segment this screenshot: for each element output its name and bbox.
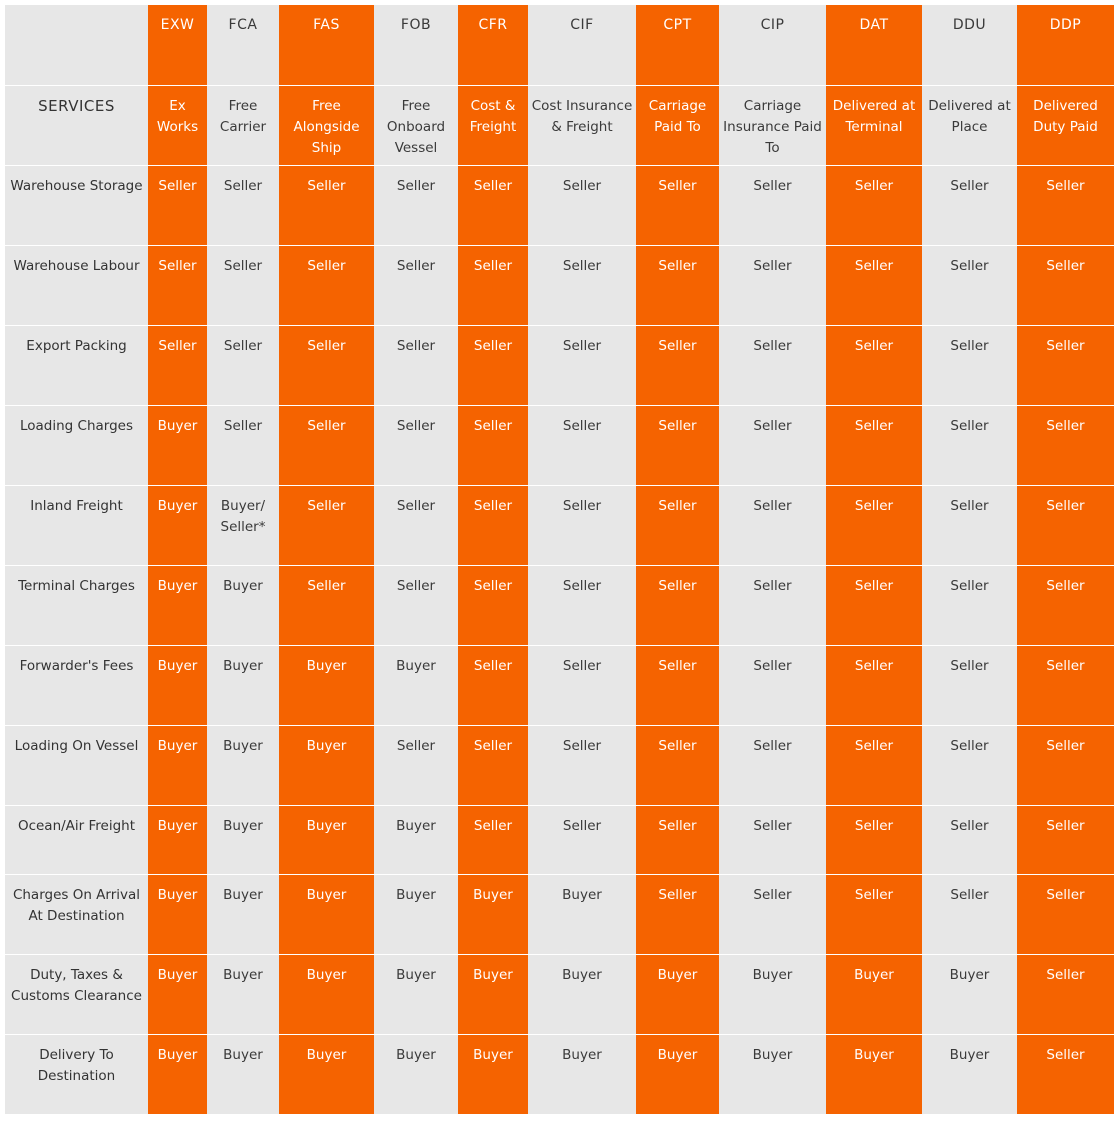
responsibility-cell-fas: Seller — [279, 165, 374, 245]
term-code-fas: FAS — [279, 5, 374, 85]
term-name-dat: Delivered at Terminal — [826, 85, 922, 165]
responsibility-cell-cpt: Seller — [636, 405, 719, 485]
responsibility-cell-dat: Seller — [826, 405, 922, 485]
responsibility-cell-dat: Seller — [826, 565, 922, 645]
table-row — [5, 805, 1114, 874]
table-row — [5, 954, 1114, 1034]
responsibility-cell-ddp: Seller — [1017, 165, 1114, 245]
responsibility-cell-dat: Buyer — [826, 1034, 922, 1114]
responsibility-cell-cip: Buyer — [719, 1034, 826, 1114]
responsibility-cell-dat: Seller — [826, 805, 922, 874]
responsibility-cell-fca: Buyer — [207, 805, 279, 874]
responsibility-cell-exw: Buyer — [148, 1034, 207, 1114]
responsibility-cell-ddp: Seller — [1017, 325, 1114, 405]
responsibility-cell-dat: Seller — [826, 485, 922, 565]
responsibility-cell-fas: Seller — [279, 245, 374, 325]
responsibility-cell-dat: Seller — [826, 245, 922, 325]
responsibility-cell-cfr: Seller — [458, 165, 528, 245]
responsibility-cell-ddu: Seller — [922, 805, 1017, 874]
service-label-warehouse-labour: Warehouse Labour — [5, 245, 148, 325]
responsibility-cell-fca: Seller — [207, 325, 279, 405]
responsibility-cell-fca: Seller — [207, 165, 279, 245]
responsibility-cell-cip: Seller — [719, 645, 826, 725]
responsibility-cell-cip: Seller — [719, 485, 826, 565]
responsibility-cell-fas: Seller — [279, 485, 374, 565]
responsibility-cell-cfr: Seller — [458, 805, 528, 874]
responsibility-cell-exw: Seller — [148, 245, 207, 325]
responsibility-cell-cif: Seller — [528, 725, 636, 805]
responsibility-cell-fas: Buyer — [279, 725, 374, 805]
table-row — [5, 565, 1114, 645]
responsibility-cell-exw: Buyer — [148, 565, 207, 645]
term-name-fob: Free Onboard Vessel — [374, 85, 458, 165]
responsibility-cell-ddp: Seller — [1017, 1034, 1114, 1114]
service-label-inland-freight: Inland Freight — [5, 485, 148, 565]
responsibility-cell-ddu: Seller — [922, 725, 1017, 805]
responsibility-cell-cpt: Seller — [636, 485, 719, 565]
service-label-loading-on-vessel: Loading On Vessel — [5, 725, 148, 805]
responsibility-cell-fca: Buyer — [207, 645, 279, 725]
term-name-cif: Cost Insurance & Freight — [528, 85, 636, 165]
responsibility-cell-exw: Buyer — [148, 725, 207, 805]
responsibility-cell-exw: Buyer — [148, 954, 207, 1034]
responsibility-cell-fob: Seller — [374, 725, 458, 805]
term-code-fca: FCA — [207, 5, 279, 85]
responsibility-cell-cpt: Seller — [636, 165, 719, 245]
corner-cell — [5, 5, 148, 85]
table-row — [5, 645, 1114, 725]
responsibility-cell-ddu: Seller — [922, 565, 1017, 645]
responsibility-cell-exw: Buyer — [148, 485, 207, 565]
responsibility-cell-cip: Seller — [719, 805, 826, 874]
responsibility-cell-cip: Seller — [719, 325, 826, 405]
responsibility-cell-fas: Seller — [279, 405, 374, 485]
responsibility-cell-fob: Buyer — [374, 1034, 458, 1114]
responsibility-cell-cpt: Seller — [636, 325, 719, 405]
responsibility-cell-ddp: Seller — [1017, 485, 1114, 565]
responsibility-cell-fob: Buyer — [374, 805, 458, 874]
term-code-ddp: DDP — [1017, 5, 1114, 85]
responsibility-cell-ddp: Seller — [1017, 954, 1114, 1034]
responsibility-cell-fas: Seller — [279, 565, 374, 645]
responsibility-cell-cif: Buyer — [528, 1034, 636, 1114]
responsibility-cell-fca: Buyer — [207, 725, 279, 805]
service-label-terminal-charges: Terminal Charges — [5, 565, 148, 645]
responsibility-cell-cfr: Seller — [458, 405, 528, 485]
responsibility-cell-exw: Buyer — [148, 645, 207, 725]
service-label-delivery-to-destination: Delivery To Destination — [5, 1034, 148, 1114]
responsibility-cell-ddu: Seller — [922, 325, 1017, 405]
services-heading: SERVICES — [5, 85, 148, 165]
responsibility-cell-cpt: Seller — [636, 245, 719, 325]
term-name-cip: Carriage Insurance Paid To — [719, 85, 826, 165]
term-name-fas: Free Alongside Ship — [279, 85, 374, 165]
responsibility-cell-fas: Seller — [279, 325, 374, 405]
responsibility-cell-cip: Seller — [719, 165, 826, 245]
service-label-forwarder-s-fees: Forwarder's Fees — [5, 645, 148, 725]
responsibility-cell-fob: Buyer — [374, 954, 458, 1034]
incoterms-table-wrapper — [5, 5, 1114, 1114]
responsibility-cell-dat: Buyer — [826, 954, 922, 1034]
service-label-loading-charges: Loading Charges — [5, 405, 148, 485]
responsibility-cell-exw: Seller — [148, 325, 207, 405]
responsibility-cell-exw: Seller — [148, 165, 207, 245]
responsibility-cell-cip: Seller — [719, 405, 826, 485]
responsibility-cell-cif: Seller — [528, 245, 636, 325]
responsibility-cell-dat: Seller — [826, 325, 922, 405]
responsibility-cell-ddu: Buyer — [922, 1034, 1017, 1114]
table-row — [5, 1034, 1114, 1114]
term-code-fob: FOB — [374, 5, 458, 85]
term-name-cpt: Carriage Paid To — [636, 85, 719, 165]
table-row — [5, 874, 1114, 954]
term-code-exw: EXW — [148, 5, 207, 85]
term-name-ddp: Delivered Duty Paid — [1017, 85, 1114, 165]
responsibility-cell-cif: Buyer — [528, 874, 636, 954]
responsibility-cell-cif: Seller — [528, 325, 636, 405]
responsibility-cell-fob: Buyer — [374, 645, 458, 725]
responsibility-cell-ddu: Seller — [922, 645, 1017, 725]
term-name-row — [5, 85, 1114, 165]
responsibility-cell-fas: Buyer — [279, 1034, 374, 1114]
responsibility-cell-dat: Seller — [826, 725, 922, 805]
responsibility-cell-exw: Buyer — [148, 405, 207, 485]
term-code-row — [5, 5, 1114, 85]
table-row — [5, 485, 1114, 565]
responsibility-cell-fca: Buyer — [207, 954, 279, 1034]
responsibility-cell-fas: Buyer — [279, 805, 374, 874]
responsibility-cell-cif: Seller — [528, 485, 636, 565]
responsibility-cell-fob: Seller — [374, 325, 458, 405]
responsibility-cell-cif: Seller — [528, 405, 636, 485]
responsibility-cell-cip: Buyer — [719, 954, 826, 1034]
responsibility-cell-cfr: Buyer — [458, 1034, 528, 1114]
term-code-cpt: CPT — [636, 5, 719, 85]
responsibility-cell-fob: Seller — [374, 565, 458, 645]
responsibility-cell-cip: Seller — [719, 725, 826, 805]
responsibility-cell-cpt: Seller — [636, 874, 719, 954]
responsibility-cell-cip: Seller — [719, 245, 826, 325]
responsibility-cell-ddu: Seller — [922, 485, 1017, 565]
incoterms-table — [5, 5, 1114, 1114]
responsibility-cell-exw: Buyer — [148, 874, 207, 954]
responsibility-cell-ddp: Seller — [1017, 725, 1114, 805]
responsibility-cell-cip: Seller — [719, 565, 826, 645]
responsibility-cell-ddu: Seller — [922, 245, 1017, 325]
responsibility-cell-ddp: Seller — [1017, 805, 1114, 874]
term-code-cfr: CFR — [458, 5, 528, 85]
term-name-cfr: Cost & Freight — [458, 85, 528, 165]
responsibility-cell-ddp: Seller — [1017, 874, 1114, 954]
term-code-cip: CIP — [719, 5, 826, 85]
responsibility-cell-ddp: Seller — [1017, 245, 1114, 325]
responsibility-cell-dat: Seller — [826, 645, 922, 725]
term-name-exw: Ex Works — [148, 85, 207, 165]
responsibility-cell-fca: Seller — [207, 405, 279, 485]
term-code-dat: DAT — [826, 5, 922, 85]
responsibility-cell-ddu: Seller — [922, 874, 1017, 954]
service-label-charges-on-arrival-at-destination: Charges On Arrival At Destination — [5, 874, 148, 954]
responsibility-cell-ddp: Seller — [1017, 565, 1114, 645]
responsibility-cell-cfr: Buyer — [458, 954, 528, 1034]
responsibility-cell-cpt: Seller — [636, 565, 719, 645]
term-code-ddu: DDU — [922, 5, 1017, 85]
responsibility-cell-fob: Buyer — [374, 874, 458, 954]
responsibility-cell-cfr: Seller — [458, 245, 528, 325]
responsibility-cell-cfr: Seller — [458, 485, 528, 565]
responsibility-cell-cfr: Seller — [458, 645, 528, 725]
term-code-cif: CIF — [528, 5, 636, 85]
service-label-export-packing: Export Packing — [5, 325, 148, 405]
responsibility-cell-cif: Seller — [528, 805, 636, 874]
responsibility-cell-cfr: Seller — [458, 725, 528, 805]
responsibility-cell-cpt: Buyer — [636, 954, 719, 1034]
responsibility-cell-fob: Seller — [374, 245, 458, 325]
responsibility-cell-fas: Buyer — [279, 874, 374, 954]
responsibility-cell-cip: Seller — [719, 874, 826, 954]
table-row — [5, 325, 1114, 405]
responsibility-cell-dat: Seller — [826, 874, 922, 954]
table-row — [5, 405, 1114, 485]
responsibility-cell-fca: Seller — [207, 245, 279, 325]
responsibility-cell-fob: Seller — [374, 485, 458, 565]
responsibility-cell-fca: Buyer — [207, 874, 279, 954]
responsibility-cell-cpt: Buyer — [636, 1034, 719, 1114]
responsibility-cell-cif: Seller — [528, 165, 636, 245]
responsibility-cell-ddu: Seller — [922, 405, 1017, 485]
responsibility-cell-ddu: Seller — [922, 165, 1017, 245]
responsibility-cell-cpt: Seller — [636, 645, 719, 725]
responsibility-cell-fca: Buyer — [207, 1034, 279, 1114]
responsibility-cell-cif: Seller — [528, 565, 636, 645]
table-row — [5, 165, 1114, 245]
responsibility-cell-cfr: Buyer — [458, 874, 528, 954]
responsibility-cell-ddp: Seller — [1017, 405, 1114, 485]
table-row — [5, 725, 1114, 805]
responsibility-cell-ddu: Buyer — [922, 954, 1017, 1034]
responsibility-cell-exw: Buyer — [148, 805, 207, 874]
responsibility-cell-cfr: Seller — [458, 325, 528, 405]
responsibility-cell-cif: Buyer — [528, 954, 636, 1034]
term-name-ddu: Delivered at Place — [922, 85, 1017, 165]
responsibility-cell-fas: Buyer — [279, 645, 374, 725]
term-name-fca: Free Carrier — [207, 85, 279, 165]
responsibility-cell-cpt: Seller — [636, 805, 719, 874]
responsibility-cell-dat: Seller — [826, 165, 922, 245]
responsibility-cell-fob: Seller — [374, 165, 458, 245]
responsibility-cell-ddp: Seller — [1017, 645, 1114, 725]
responsibility-cell-fca: Buyer/ Seller* — [207, 485, 279, 565]
responsibility-cell-fas: Buyer — [279, 954, 374, 1034]
service-label-ocean-air-freight: Ocean/Air Freight — [5, 805, 148, 874]
responsibility-cell-fob: Seller — [374, 405, 458, 485]
table-row — [5, 245, 1114, 325]
service-label-warehouse-storage: Warehouse Storage — [5, 165, 148, 245]
responsibility-cell-cif: Seller — [528, 645, 636, 725]
responsibility-cell-cfr: Seller — [458, 565, 528, 645]
responsibility-cell-cpt: Seller — [636, 725, 719, 805]
responsibility-cell-fca: Buyer — [207, 565, 279, 645]
service-label-duty-taxes-customs-clearance: Duty, Taxes & Customs Clearance — [5, 954, 148, 1034]
